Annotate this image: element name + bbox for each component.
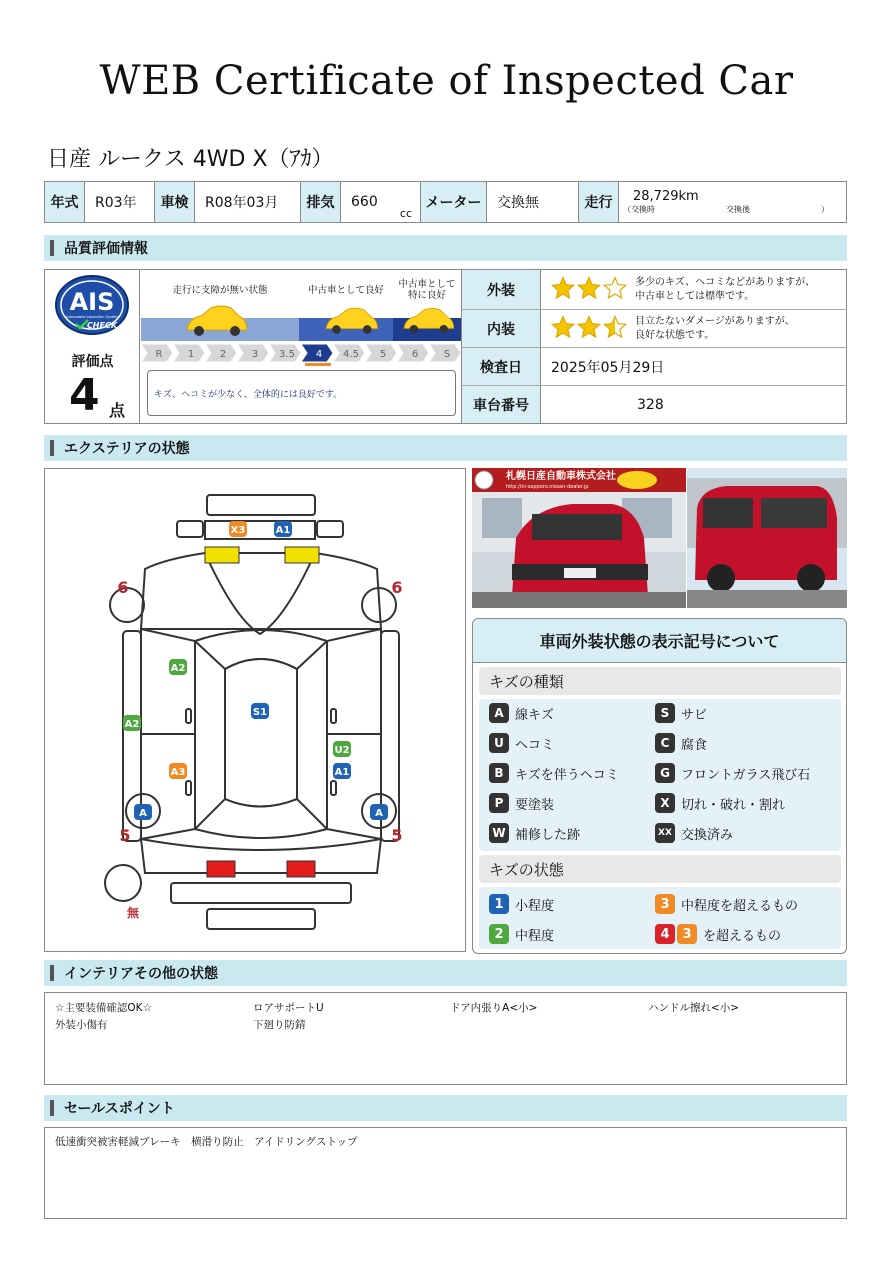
year-value: R03年: [85, 182, 155, 222]
section-bar: [50, 1100, 54, 1116]
legend-status-1: [489, 894, 554, 914]
mark-x3-front-bumper: X3: [230, 525, 246, 536]
inspection-label: 車検: [155, 182, 195, 222]
scale-selected-marker: [305, 363, 331, 366]
legend-status-2-text: 中程度: [515, 928, 555, 944]
interior-item: 外装小傷有: [55, 1019, 108, 1031]
mileage-cell: [619, 182, 846, 222]
caption-very-good-line2: 特に良好: [407, 289, 446, 301]
meter-value: 交換無: [487, 182, 579, 222]
star-icon: [551, 276, 575, 304]
caption-drivable: 走行に支障が無い状態: [172, 285, 268, 296]
section-quality-title: 品質評価情報: [64, 241, 148, 257]
scale-step-label: R: [155, 349, 163, 360]
legend-status-3: [655, 894, 798, 914]
score-comment: キズ、ヘコミが少なく、全体的には良好です。: [147, 370, 456, 416]
car-photo-front: [472, 468, 686, 608]
displacement-unit: cc: [399, 207, 412, 220]
legend-type-b-badge: B: [489, 763, 509, 783]
legend-status-4-badge-3: 3: [677, 924, 697, 944]
chassis-label: 車台番号: [461, 386, 541, 423]
car-body-diagram: [45, 469, 465, 951]
ais-logo-sub: Automobile Inspection System: [65, 315, 119, 319]
interior-stars: [551, 315, 627, 343]
star-icon: [603, 276, 627, 304]
displacement-value: 660: [351, 194, 378, 210]
legend-status-1-badge: 1: [489, 894, 509, 914]
interior-rating-row: [461, 310, 847, 348]
legend-title: 車両外装状態の表示記号について: [473, 619, 846, 663]
interior-item: ☆主要装備確認OK☆: [55, 1002, 152, 1014]
section-bar: [50, 965, 54, 981]
exterior-desc-2: 中古車としては標準です。: [635, 290, 755, 302]
star-icon: [603, 315, 627, 343]
scale-step-label: 3.5: [279, 349, 295, 360]
chassis-row: [461, 386, 847, 423]
legend-type-u-badge: U: [489, 733, 509, 753]
ais-column: [45, 270, 140, 423]
inspection-value: R08年03月: [195, 182, 301, 222]
spec-row: [44, 181, 847, 223]
dealer-name: 札幌日産自動車株式会社: [506, 471, 616, 482]
legend-status-2: [489, 924, 554, 944]
legend-type-w: [489, 823, 580, 843]
legend-type-g: [655, 763, 810, 783]
tire-depth-front-left: 6: [117, 578, 129, 597]
legend-type-x: [655, 793, 785, 813]
exterior-rating-row: [461, 270, 847, 310]
legend-type-b-text: キズを伴うヘコミ: [515, 767, 619, 783]
legend-type-p-text: 要塗装: [515, 797, 555, 813]
mark-u2-side: U2: [334, 745, 350, 756]
exterior-stars: [551, 276, 627, 304]
interior-item: ドア内張りA<小>: [450, 1002, 538, 1014]
legend-type-x-text: 切れ・破れ・割れ: [681, 797, 786, 813]
scale-step-label: 3: [251, 349, 259, 360]
damage-diagram: [44, 468, 466, 952]
car-name: 日産 ルークス 4WD X（ｱｶ）: [47, 147, 334, 172]
chassis-value: 328: [637, 396, 664, 413]
legend-type-c: [655, 733, 707, 753]
meter-label: メーター: [421, 182, 487, 222]
score-unit: 点: [109, 401, 126, 420]
star-icon: [577, 315, 601, 343]
section-interior-title: インテリアその他の状態: [64, 966, 218, 982]
legend-box: [472, 618, 847, 954]
scale-step-label: 5: [379, 349, 387, 360]
mark-a2-front-fender: A2: [170, 663, 186, 674]
ais-logo-check: CHECK: [86, 321, 118, 330]
tire-depth-rear-right: 5: [391, 826, 403, 845]
legend-type-xx: [655, 823, 733, 843]
legend-type-s: [655, 703, 707, 723]
section-exterior: [44, 435, 847, 461]
inspection-date-label: 検査日: [461, 348, 541, 385]
quality-grid: [461, 270, 847, 423]
mileage-sub-right: ）: [821, 205, 829, 214]
section-bar: [50, 240, 54, 256]
legend-status-4-text: を超えるもの: [703, 928, 782, 944]
legend-type-s-badge: S: [655, 703, 675, 723]
exterior-desc-1: 多少のキズ、ヘコミなどがありますが、: [635, 277, 816, 288]
legend-status-3-badge: 3: [655, 894, 675, 914]
scale-step-label: 4: [315, 349, 323, 360]
mark-a1-side: A1: [334, 767, 350, 778]
legend-type-u-text: ヘコミ: [515, 737, 555, 753]
mileage-sub-mid: 交換後: [726, 205, 750, 214]
legend-type-c-text: 腐食: [681, 737, 708, 753]
sales-points-text: 低速衝突被害軽減ブレーキ 横滑り防止 アイドリングストップ: [55, 1136, 358, 1148]
tire-depth-rear-left: 5: [119, 826, 131, 845]
section-quality: [44, 235, 847, 261]
legend-type-b: [489, 763, 619, 783]
ais-logo-text: AIS: [69, 288, 115, 316]
sales-box: [44, 1127, 847, 1219]
car-photo-front-image: [472, 468, 686, 608]
legend-status-1-text: 小程度: [515, 898, 555, 914]
mark-a1-front-bumper: A1: [275, 525, 291, 536]
mileage-value: 28,729km: [633, 189, 699, 204]
inspection-date-value: 2025年05月29日: [551, 359, 665, 376]
legend-status-4: [655, 924, 781, 944]
section-sales-title: セールスポイント: [64, 1101, 175, 1117]
section-sales: [44, 1095, 847, 1121]
mark-a3-rear-door: A3: [170, 767, 186, 778]
legend-type-a: [489, 703, 554, 723]
scale-step-label: 4.5: [343, 349, 359, 360]
legend-type-g-badge: G: [655, 763, 675, 783]
legend-status-2-badge: 2: [489, 924, 509, 944]
car-icon-very-good: [399, 300, 457, 340]
legend-status-4-badge: 4: [655, 924, 675, 944]
interior-item: ハンドル擦れ<小>: [648, 1002, 740, 1014]
legend-type-g-text: フロントガラス飛び石: [681, 767, 811, 783]
section-exterior-title: エクステリアの状態: [64, 441, 190, 457]
legend-type-a-text: 線キズ: [515, 707, 554, 723]
star-icon: [577, 276, 601, 304]
star-icon: [551, 315, 575, 343]
scale-track: [141, 342, 461, 366]
scale-step-label: 1: [187, 349, 195, 360]
mark-a-right-wheel: A: [375, 808, 383, 819]
legend-type-w-badge: W: [489, 823, 509, 843]
legend-type-a-badge: A: [489, 703, 509, 723]
inspection-date-row: [461, 348, 847, 386]
car-photo-rear-image: [687, 468, 847, 608]
ais-logo: [54, 274, 130, 336]
mark-a-left-wheel: A: [139, 808, 147, 819]
displacement-cell: [341, 182, 421, 222]
legend-type-p: [489, 793, 554, 813]
tire-depth-front-right: 6: [391, 578, 403, 597]
spare-tire-status: 無: [126, 906, 140, 920]
score-label: 評価点: [71, 354, 114, 370]
dealer-url: http://ni-sapporo.nissan-dealer.jp: [506, 484, 589, 490]
displacement-label: 排気: [301, 182, 341, 222]
legend-status-3-text: 中程度を超えるもの: [681, 898, 799, 914]
quality-box: [44, 269, 847, 424]
mileage-sub-left: （交換時: [623, 205, 655, 214]
mileage-sub: [619, 204, 829, 215]
car-icon-good: [321, 300, 381, 340]
section-bar: [50, 440, 54, 456]
scale-step-label: 6: [411, 349, 419, 360]
legend-type-xx-badge: XX: [655, 823, 675, 843]
interior-rating-label: 内装: [461, 310, 541, 347]
section-interior: [44, 960, 847, 986]
car-photo-rear: [687, 468, 847, 608]
legend-type-xx-text: 交換済み: [681, 827, 734, 843]
interior-box: [44, 992, 847, 1085]
score-scale: [141, 270, 461, 423]
car-icon: [181, 300, 251, 340]
exterior-rating-label: 外装: [461, 270, 541, 309]
mark-s1-roof: S1: [252, 707, 268, 718]
scale-step-label: 2: [219, 349, 227, 360]
score-value: 4: [69, 370, 100, 421]
legend-type-u: [489, 733, 554, 753]
interior-item: ロアサポートU: [253, 1002, 324, 1014]
legend-type-c-badge: C: [655, 733, 675, 753]
legend-type-p-badge: P: [489, 793, 509, 813]
legend-status-title: キズの状態: [479, 855, 841, 883]
scale-step-label: S: [443, 349, 451, 360]
legend-type-w-text: 補修した跡: [515, 827, 581, 843]
mark-a2-side: A2: [124, 719, 140, 730]
legend-type-x-badge: X: [655, 793, 675, 813]
caption-very-good: [393, 280, 461, 302]
interior-item: 下廻り防錆: [253, 1019, 306, 1031]
mileage-label: 走行: [579, 182, 619, 222]
caption-very-good-line1: 中古車として: [398, 279, 456, 290]
interior-desc-2: 良好な状態です。: [635, 329, 715, 341]
year-label: 年式: [45, 182, 85, 222]
page-title: WEB Certificate of Inspected Car: [99, 58, 794, 104]
legend-types-title: キズの種類: [479, 667, 841, 695]
legend-type-s-text: サビ: [681, 707, 708, 723]
interior-desc-1: 目立たないダメージがありますが、: [635, 316, 795, 327]
caption-good: 中古車として良好: [307, 285, 384, 296]
